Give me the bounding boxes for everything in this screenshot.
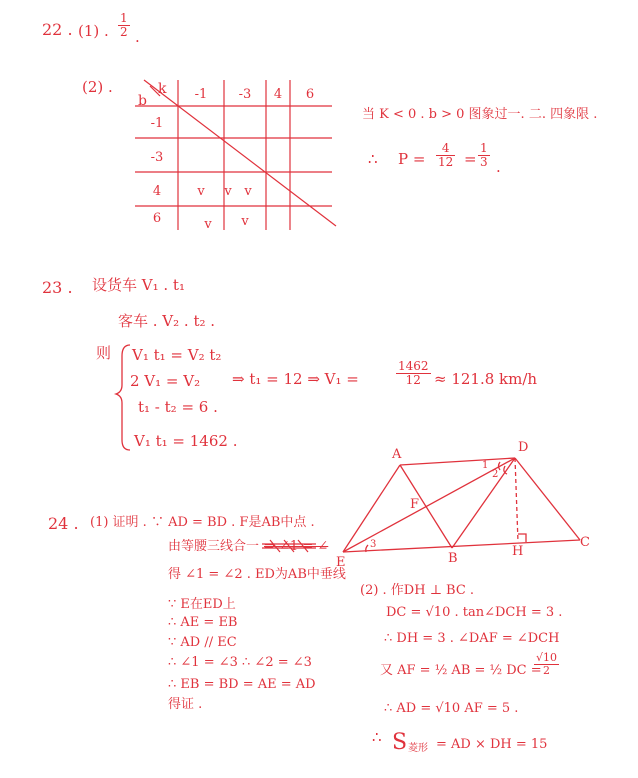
- q23-eq4: V₁ t₁ = 1462 .: [134, 432, 238, 450]
- q24-area-subscript: 菱形: [408, 743, 428, 754]
- q24-part1-line8: ∴ EB = BD = AE = AD: [168, 677, 316, 692]
- col-header: 6: [305, 87, 315, 102]
- q22-p-denominator: 12: [438, 154, 454, 169]
- q24-part2-therefore: ∴: [372, 728, 382, 746]
- q22-quadrant-note: 当 K < 0 . b > 0 图象过一. 二. 四象限 .: [362, 107, 598, 122]
- point-e-label: E: [336, 555, 346, 570]
- q23-line1: 设货车 V₁ . t₁: [92, 276, 185, 294]
- q24-label: 24 .: [48, 514, 79, 533]
- q24-part1-head: (1) 证明 . ∵ AD = BD . F是AB中点 .: [90, 515, 315, 530]
- q24-part1-line9: 得证 .: [168, 697, 203, 712]
- q24-part2-line2: DC = √10 . tan∠DCH = 3 .: [386, 605, 563, 620]
- q22-p-result-numerator: 1: [480, 141, 488, 155]
- q22-part1-label: (1) .: [78, 22, 109, 40]
- col-header: -3: [238, 87, 252, 102]
- q22-label: 22 .: [42, 20, 73, 39]
- q24-af-denominator: 2: [543, 663, 550, 677]
- q22-p-result-denominator: 3: [480, 154, 488, 169]
- col-header: 4: [273, 87, 283, 102]
- q24-part1-line4: ∵ E在ED上: [168, 597, 236, 612]
- q24-area-result: = AD × DH = 15: [436, 737, 548, 752]
- angle-3-label: 3: [370, 539, 377, 550]
- grid-check-mark: v: [224, 184, 232, 199]
- q22-p-numerator: 4: [436, 142, 455, 156]
- point-d-label: D: [518, 440, 529, 455]
- q22-p-eq: =: [464, 150, 477, 168]
- grid-corner-b: b: [138, 93, 147, 109]
- q22-part1-end: .: [135, 28, 140, 46]
- q23-eq1: V₁ t₁ = V₂ t₂: [132, 346, 222, 364]
- q24-part2-head: (2) . 作DH ⊥ BC .: [360, 583, 475, 598]
- q22-part1-numerator: 1: [120, 11, 128, 25]
- q23-result-suffix: ≈ 121.8 km/h: [434, 370, 538, 388]
- q23-line2: 客车 . V₂ . t₂ .: [118, 312, 216, 330]
- point-c-label: C: [580, 535, 590, 550]
- point-a-label: A: [392, 447, 402, 462]
- q24-part1-line6: ∵ AD // EC: [168, 635, 237, 650]
- q22-therefore: ∴: [368, 150, 378, 168]
- grid-check-mark: v: [241, 214, 249, 229]
- grid-check-mark: v: [204, 217, 212, 232]
- q24-af-fraction: [534, 652, 559, 676]
- row-header: 6: [152, 211, 162, 226]
- row-header: 4: [152, 184, 162, 199]
- q24-part1-line7: ∴ ∠1 = ∠3 ∴ ∠2 = ∠3: [168, 655, 312, 670]
- row-header: -3: [150, 150, 164, 165]
- q24-area-s: S: [392, 730, 408, 755]
- q24-af-numerator: √10: [536, 651, 558, 664]
- q23-v1-fraction: [396, 360, 431, 386]
- row-header: -1: [150, 116, 164, 131]
- q23-eq2: 2 V₁ = V₂: [130, 372, 201, 390]
- q23-eq3: t₁ - t₂ = 6 .: [138, 398, 218, 416]
- q23-v1-numerator: 1462: [398, 359, 429, 373]
- grid-check-mark: v: [244, 184, 252, 199]
- q24-part2-line5: ∴ AD = √10 AF = 5 .: [384, 701, 519, 716]
- q24-part1-line5: ∴ AE = EB: [168, 615, 238, 630]
- q23-result-prefix: ⇒ t₁ = 12 ⇒ V₁ =: [232, 370, 359, 388]
- col-header: -1: [194, 87, 208, 102]
- q24-part1-struck: ⇒ ∠1 = ∠: [264, 539, 329, 554]
- grid-check-mark: v: [197, 184, 205, 199]
- q22-part2-label: (2) .: [82, 78, 113, 96]
- q24-part1-line2: 由等腰三线合一: [168, 539, 260, 554]
- q22-p-end: .: [496, 158, 501, 176]
- q23-label: 23 .: [42, 278, 73, 297]
- q23-v1-denominator: 12: [405, 372, 421, 387]
- angle-2-label: 2: [492, 469, 499, 480]
- angle-1-label: 1: [482, 460, 489, 471]
- q24-part1-line3: 得 ∠1 = ∠2 . ED为AB中垂线: [168, 567, 346, 582]
- point-b-label: B: [448, 551, 458, 566]
- point-h-label: H: [512, 544, 524, 559]
- q22-p-lhs: P =: [398, 150, 426, 168]
- point-f-label: F: [410, 497, 420, 512]
- q24-part2-line3: ∴ DH = 3 . ∠DAF = ∠DCH: [384, 631, 560, 646]
- q24-part2-line4: 又 AF = ½ AB = ½ DC =: [380, 663, 542, 678]
- grid-corner-k: k: [158, 81, 167, 97]
- q23-then: 则: [96, 344, 112, 362]
- q22-part1-denominator: 2: [120, 24, 128, 39]
